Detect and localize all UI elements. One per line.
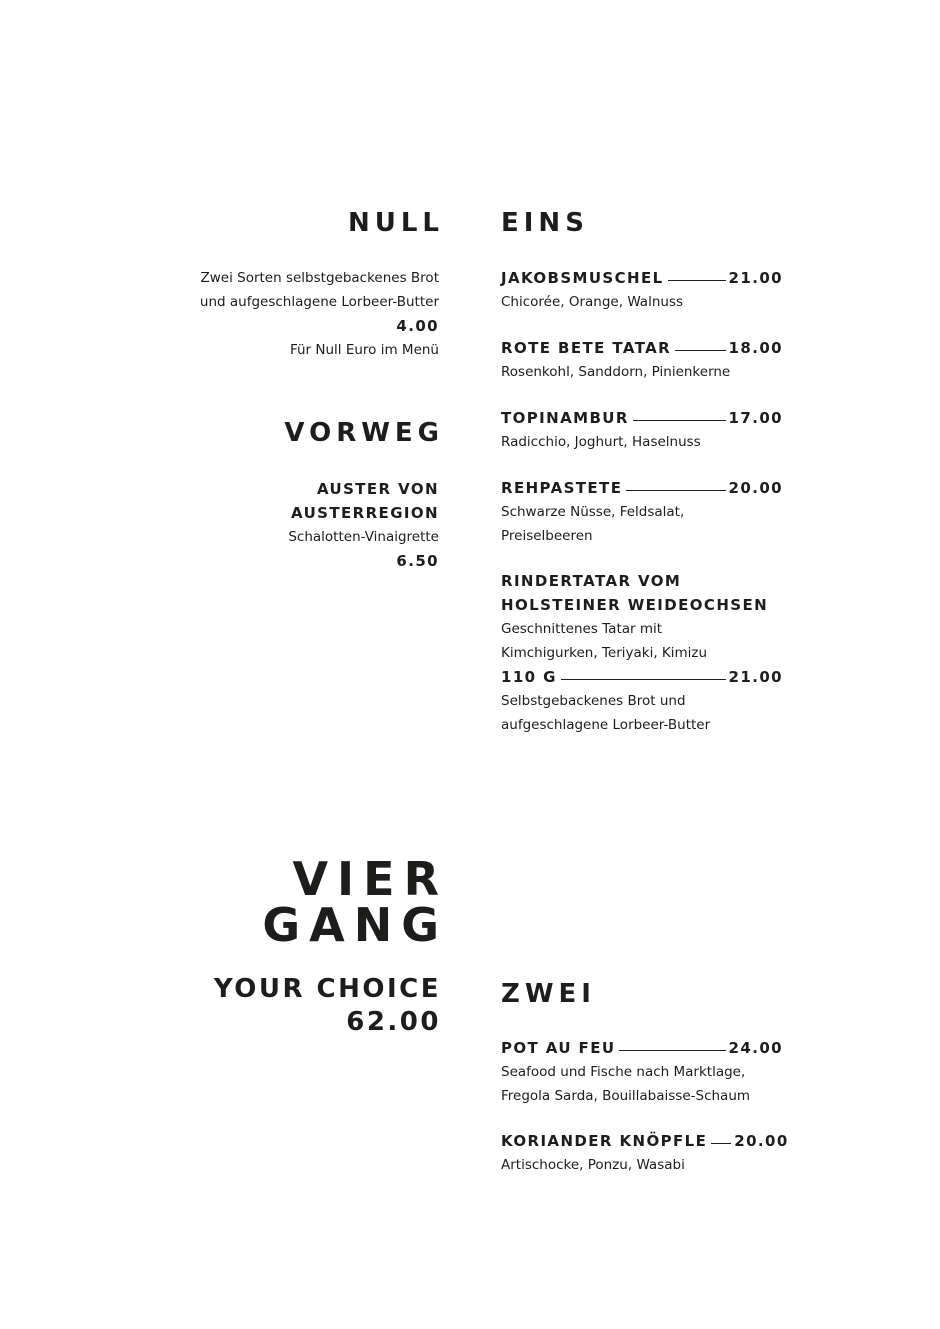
menu-item <box>501 266 783 314</box>
menu-item <box>501 336 783 384</box>
vorweg-section <box>284 418 444 448</box>
zwei-heading: ZWEI <box>501 979 596 1009</box>
rindertatar-portion: 110 G <box>501 668 557 686</box>
menu-item-desc: Chicorée, Orange, Walnuss <box>501 294 684 310</box>
null-heading: NULL <box>347 208 444 238</box>
menu-item-name: POT AU FEU <box>501 1039 616 1057</box>
rindertatar-price-row <box>501 665 783 689</box>
menu-item-desc: Seafood und Fische nach Marktlage, <box>501 1064 746 1080</box>
rindertatar-title-2: HOLSTEINER WEIDEOCHSEN <box>501 596 769 614</box>
menu-offer-choice-label: YOUR CHOICE <box>213 974 441 1004</box>
menu-item-name: KORIANDER KNÖPFLE <box>501 1132 708 1150</box>
zwei-section <box>501 979 783 1009</box>
menu-item-price: 17.00 <box>728 409 783 427</box>
null-details <box>200 266 439 362</box>
null-note: Für Null Euro im Menü <box>289 342 439 358</box>
vorweg-item-title-2: AUSTERREGION <box>291 504 439 522</box>
rindertatar-desc-1: Geschnittenes Tatar mit <box>501 621 663 637</box>
leader-line <box>626 490 725 491</box>
leader-line <box>619 1050 725 1051</box>
menu-item-name: ROTE BETE TATAR <box>501 339 672 357</box>
vorweg-item-title-1: AUSTER VON <box>316 480 439 498</box>
menu-item <box>501 1129 789 1177</box>
menu-item <box>501 406 783 454</box>
menu-item-price: 24.00 <box>728 1039 783 1057</box>
menu-item-price: 21.00 <box>728 269 783 287</box>
menu-item-row <box>501 406 783 430</box>
rindertatar-title-1: RINDERTATAR VOM <box>501 572 682 590</box>
null-price: 4.00 <box>396 317 439 335</box>
eins-heading: EINS <box>501 208 589 238</box>
leader-line <box>633 420 726 421</box>
vorweg-details <box>288 477 439 573</box>
vorweg-heading: VORWEG <box>284 418 444 448</box>
menu-item-price: 20.00 <box>728 479 783 497</box>
menu-item-desc: Rosenkohl, Sanddorn, Pinienkerne <box>501 364 731 380</box>
menu-offer-line-1: VIER <box>292 852 448 906</box>
menu-item-row <box>501 1129 789 1153</box>
rindertatar-price: 21.00 <box>728 668 783 686</box>
null-desc-line-2: und aufgeschlagene Lorbeer-Butter <box>199 294 439 310</box>
null-desc-line-1: Zwei Sorten selbstgebackenes Brot <box>200 270 439 286</box>
rindertatar-extra-1: Selbstgebackenes Brot und <box>501 693 686 709</box>
rindertatar-extra-2: aufgeschlagene Lorbeer-Butter <box>501 717 711 733</box>
menu-item-price: 18.00 <box>728 339 783 357</box>
menu-item-desc: Artischocke, Ponzu, Wasabi <box>501 1157 685 1173</box>
menu-item-row <box>501 1036 783 1060</box>
menu-item-desc: Preiselbeeren <box>501 528 593 544</box>
menu-item-name: REHPASTETE <box>501 479 623 497</box>
vorweg-item-price: 6.50 <box>396 552 439 570</box>
leader-line <box>668 280 726 281</box>
menu-item <box>501 476 783 548</box>
leader-line <box>711 1143 731 1144</box>
menu-item-price: 20.00 <box>734 1132 789 1150</box>
menu-item-desc: Radicchio, Joghurt, Haselnuss <box>501 434 701 450</box>
null-section <box>347 208 444 238</box>
leader-line <box>561 679 726 680</box>
leader-line <box>675 350 725 351</box>
menu-item-name: TOPINAMBUR <box>501 409 629 427</box>
menu-item-desc: Fregola Sarda, Bouillabaisse-Schaum <box>501 1088 751 1104</box>
menu-item-rindertatar <box>501 569 783 737</box>
menu-item-row <box>501 266 783 290</box>
menu-offer-line-2: GANG <box>262 898 448 952</box>
vorweg-item-desc: Schalotten-Vinaigrette <box>288 529 439 545</box>
menu-offer <box>262 852 448 952</box>
menu-item-row <box>501 336 783 360</box>
eins-section <box>501 208 783 238</box>
menu-offer-price: 62.00 <box>346 1007 441 1037</box>
menu-offer-choice <box>214 973 439 1039</box>
rindertatar-desc-2: Kimchigurken, Teriyaki, Kimizu <box>501 645 708 661</box>
menu-item-desc: Schwarze Nüsse, Feldsalat, <box>501 504 685 520</box>
menu-item-row <box>501 476 783 500</box>
menu-item-name: JAKOBSMUSCHEL <box>501 269 664 287</box>
menu-item <box>501 1036 783 1108</box>
